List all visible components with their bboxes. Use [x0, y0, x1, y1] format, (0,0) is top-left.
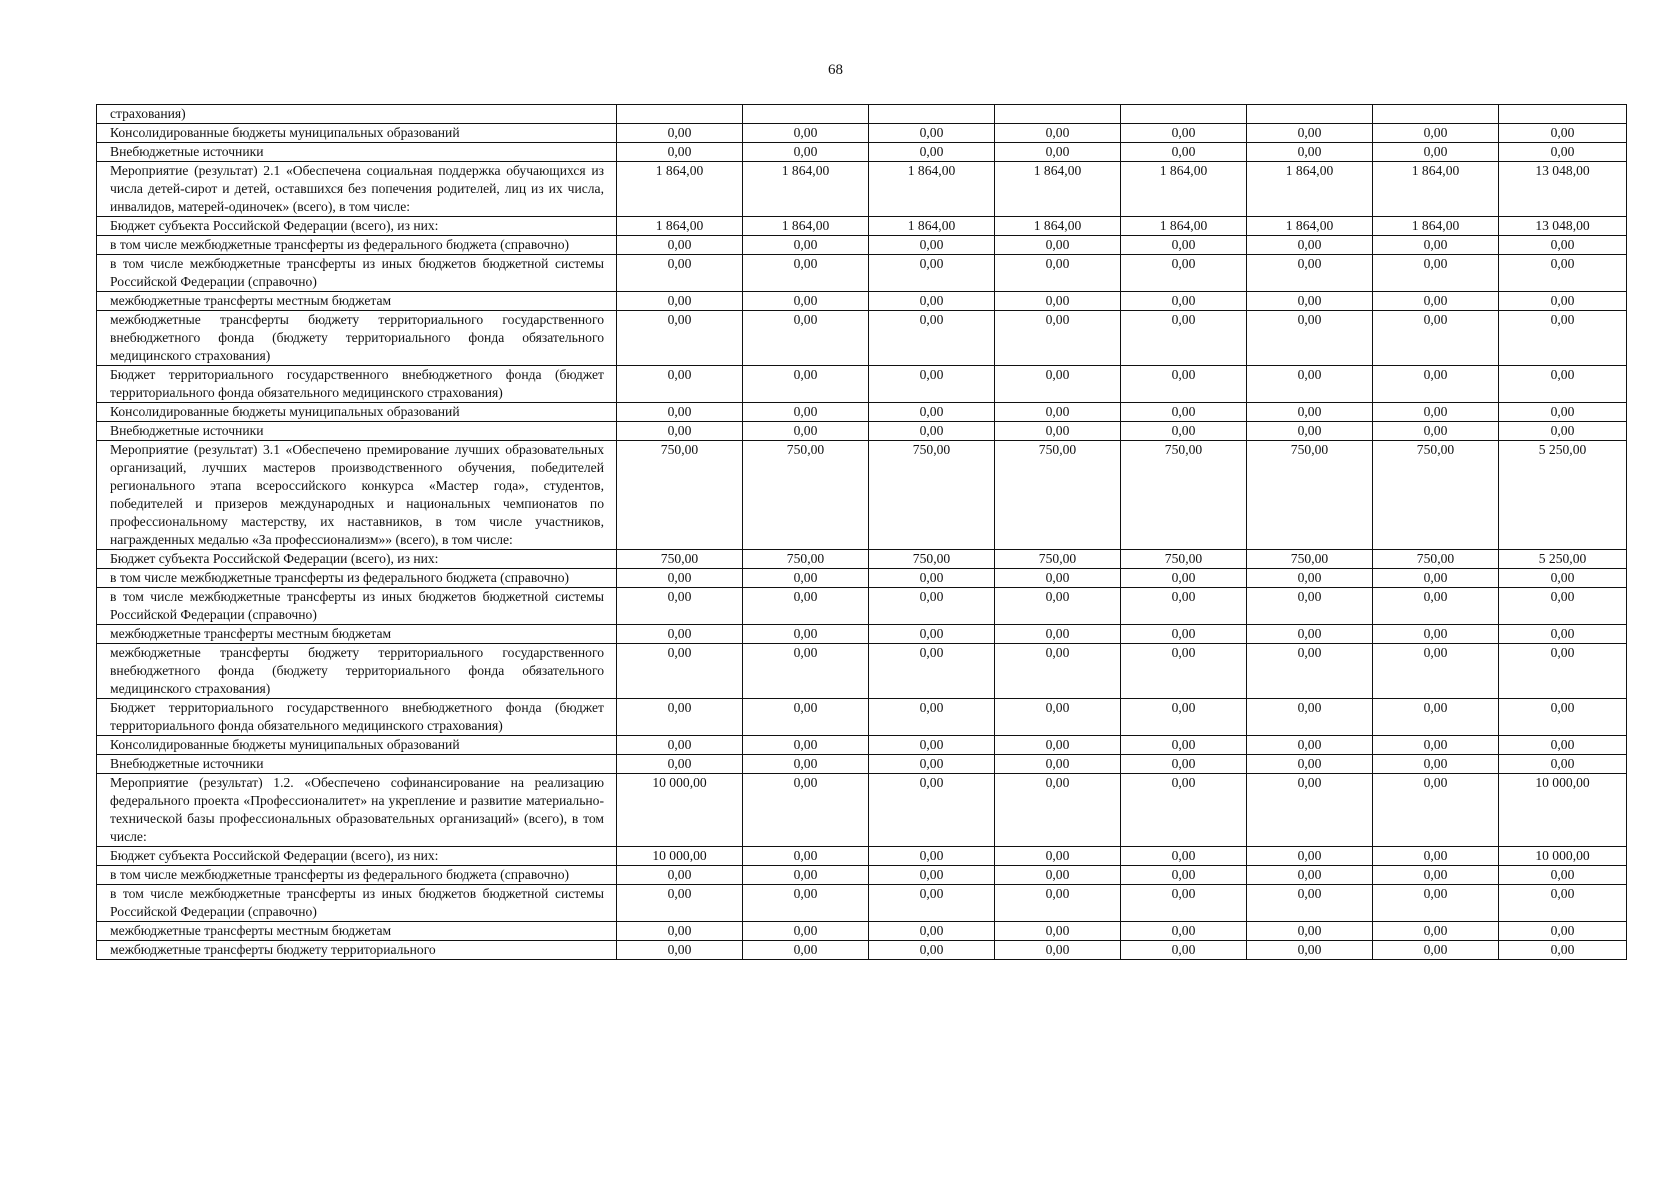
value-cell: 0,00 — [1247, 292, 1373, 311]
value-cell: 0,00 — [995, 941, 1121, 960]
value-cell: 1 864,00 — [869, 162, 995, 217]
value-cell: 0,00 — [1121, 236, 1247, 255]
table-row — [97, 311, 1627, 366]
value-cell: 0,00 — [1121, 422, 1247, 441]
value-cell: 0,00 — [1247, 847, 1373, 866]
value-cell: 0,00 — [1121, 292, 1247, 311]
table-row — [97, 143, 1627, 162]
row-label: в том числе межбюджетные трансферты из иных бюджетов бюджетной системы Российской Федерации (справочно) — [97, 885, 617, 922]
value-cell: 13 048,00 — [1499, 162, 1627, 217]
value-cell: 0,00 — [617, 255, 743, 292]
table-row — [97, 255, 1627, 292]
value-cell — [1121, 105, 1247, 124]
value-cell: 0,00 — [617, 569, 743, 588]
table-row — [97, 885, 1627, 922]
table-row — [97, 366, 1627, 403]
value-cell: 750,00 — [743, 441, 869, 550]
value-cell: 0,00 — [869, 292, 995, 311]
value-cell: 1 864,00 — [995, 162, 1121, 217]
value-cell: 750,00 — [869, 550, 995, 569]
value-cell: 0,00 — [869, 866, 995, 885]
value-cell: 0,00 — [743, 588, 869, 625]
value-cell: 0,00 — [1373, 774, 1499, 847]
row-label: Внебюджетные источники — [97, 143, 617, 162]
value-cell: 0,00 — [869, 736, 995, 755]
value-cell — [1247, 105, 1373, 124]
value-cell: 0,00 — [1499, 736, 1627, 755]
value-cell: 0,00 — [617, 922, 743, 941]
table-row — [97, 292, 1627, 311]
row-label: межбюджетные трансферты бюджету территориального государственного внебюджетного фонда (бюджету территориального фонда обязательного медицинского страхования) — [97, 311, 617, 366]
value-cell: 0,00 — [1373, 366, 1499, 403]
value-cell: 0,00 — [1373, 588, 1499, 625]
value-cell: 0,00 — [1499, 422, 1627, 441]
value-cell: 0,00 — [1121, 774, 1247, 847]
value-cell: 0,00 — [1247, 755, 1373, 774]
value-cell: 1 864,00 — [869, 217, 995, 236]
value-cell: 0,00 — [1373, 236, 1499, 255]
value-cell: 750,00 — [617, 550, 743, 569]
value-cell: 1 864,00 — [1121, 162, 1247, 217]
value-cell: 0,00 — [995, 588, 1121, 625]
row-label: страхования) — [97, 105, 617, 124]
value-cell: 0,00 — [1499, 922, 1627, 941]
row-label: в том числе межбюджетные трансферты из иных бюджетов бюджетной системы Российской Федерации (справочно) — [97, 255, 617, 292]
value-cell: 0,00 — [1373, 403, 1499, 422]
value-cell: 0,00 — [617, 885, 743, 922]
value-cell: 0,00 — [995, 774, 1121, 847]
value-cell: 5 250,00 — [1499, 550, 1627, 569]
value-cell: 0,00 — [869, 422, 995, 441]
value-cell: 0,00 — [995, 699, 1121, 736]
value-cell: 1 864,00 — [1247, 217, 1373, 236]
value-cell: 0,00 — [995, 292, 1121, 311]
value-cell: 0,00 — [1247, 866, 1373, 885]
value-cell: 0,00 — [869, 403, 995, 422]
value-cell: 0,00 — [743, 292, 869, 311]
budget-table — [96, 104, 1627, 960]
value-cell: 0,00 — [1373, 625, 1499, 644]
value-cell: 0,00 — [743, 644, 869, 699]
value-cell: 0,00 — [1247, 311, 1373, 366]
value-cell: 0,00 — [1499, 644, 1627, 699]
value-cell: 0,00 — [743, 255, 869, 292]
value-cell: 1 864,00 — [617, 217, 743, 236]
value-cell: 0,00 — [1499, 569, 1627, 588]
value-cell: 1 864,00 — [743, 217, 869, 236]
value-cell: 0,00 — [1121, 755, 1247, 774]
value-cell: 0,00 — [869, 941, 995, 960]
value-cell: 0,00 — [1373, 311, 1499, 366]
row-label: Консолидированные бюджеты муниципальных образований — [97, 736, 617, 755]
value-cell — [995, 105, 1121, 124]
value-cell: 0,00 — [869, 774, 995, 847]
table-row — [97, 736, 1627, 755]
value-cell: 0,00 — [1247, 885, 1373, 922]
value-cell: 0,00 — [617, 143, 743, 162]
value-cell: 0,00 — [1373, 569, 1499, 588]
value-cell: 0,00 — [1373, 255, 1499, 292]
value-cell: 0,00 — [995, 569, 1121, 588]
table-row — [97, 699, 1627, 736]
value-cell: 0,00 — [1373, 124, 1499, 143]
value-cell: 0,00 — [617, 736, 743, 755]
value-cell: 0,00 — [995, 736, 1121, 755]
value-cell: 1 864,00 — [743, 162, 869, 217]
value-cell: 0,00 — [869, 569, 995, 588]
value-cell: 0,00 — [1499, 311, 1627, 366]
value-cell: 5 250,00 — [1499, 441, 1627, 550]
value-cell: 0,00 — [617, 755, 743, 774]
value-cell: 13 048,00 — [1499, 217, 1627, 236]
value-cell: 0,00 — [743, 941, 869, 960]
value-cell: 0,00 — [995, 255, 1121, 292]
value-cell: 0,00 — [1373, 755, 1499, 774]
value-cell: 0,00 — [617, 866, 743, 885]
value-cell: 0,00 — [617, 699, 743, 736]
value-cell: 0,00 — [995, 311, 1121, 366]
value-cell: 0,00 — [743, 625, 869, 644]
value-cell: 0,00 — [995, 866, 1121, 885]
table-row — [97, 162, 1627, 217]
value-cell: 0,00 — [869, 255, 995, 292]
table-row — [97, 847, 1627, 866]
value-cell: 0,00 — [1121, 569, 1247, 588]
value-cell: 0,00 — [617, 236, 743, 255]
table-row — [97, 644, 1627, 699]
row-label: Бюджет субъекта Российской Федерации (всего), из них: — [97, 847, 617, 866]
value-cell: 0,00 — [1499, 755, 1627, 774]
row-label: в том числе межбюджетные трансферты из иных бюджетов бюджетной системы Российской Федерации (справочно) — [97, 588, 617, 625]
value-cell: 0,00 — [869, 644, 995, 699]
value-cell: 0,00 — [995, 922, 1121, 941]
value-cell: 0,00 — [1121, 403, 1247, 422]
value-cell: 0,00 — [1247, 403, 1373, 422]
value-cell: 750,00 — [1247, 550, 1373, 569]
value-cell: 0,00 — [1373, 292, 1499, 311]
value-cell: 0,00 — [1499, 885, 1627, 922]
value-cell: 0,00 — [1247, 736, 1373, 755]
value-cell — [869, 105, 995, 124]
table-row — [97, 755, 1627, 774]
row-label: в том числе межбюджетные трансферты из федерального бюджета (справочно) — [97, 866, 617, 885]
value-cell: 0,00 — [995, 644, 1121, 699]
value-cell: 0,00 — [1373, 736, 1499, 755]
value-cell: 0,00 — [869, 847, 995, 866]
value-cell: 0,00 — [995, 143, 1121, 162]
value-cell: 0,00 — [869, 699, 995, 736]
value-cell: 0,00 — [617, 625, 743, 644]
value-cell: 10 000,00 — [1499, 774, 1627, 847]
value-cell: 0,00 — [1247, 699, 1373, 736]
value-cell: 0,00 — [617, 588, 743, 625]
value-cell: 750,00 — [1373, 441, 1499, 550]
row-label: в том числе межбюджетные трансферты из федерального бюджета (справочно) — [97, 569, 617, 588]
value-cell: 0,00 — [995, 236, 1121, 255]
value-cell: 0,00 — [1373, 885, 1499, 922]
value-cell: 0,00 — [1121, 922, 1247, 941]
value-cell: 0,00 — [743, 422, 869, 441]
value-cell: 0,00 — [995, 847, 1121, 866]
value-cell: 0,00 — [1373, 847, 1499, 866]
value-cell: 750,00 — [1121, 441, 1247, 550]
value-cell: 0,00 — [995, 422, 1121, 441]
value-cell: 0,00 — [617, 422, 743, 441]
value-cell: 750,00 — [995, 550, 1121, 569]
value-cell: 0,00 — [1121, 366, 1247, 403]
row-label: Консолидированные бюджеты муниципальных образований — [97, 403, 617, 422]
value-cell — [743, 105, 869, 124]
value-cell: 0,00 — [995, 366, 1121, 403]
value-cell: 0,00 — [617, 311, 743, 366]
value-cell: 0,00 — [1373, 922, 1499, 941]
value-cell: 0,00 — [869, 588, 995, 625]
value-cell: 0,00 — [743, 124, 869, 143]
table-row — [97, 941, 1627, 960]
value-cell: 0,00 — [1247, 588, 1373, 625]
table-row — [97, 403, 1627, 422]
value-cell: 0,00 — [869, 143, 995, 162]
value-cell: 750,00 — [743, 550, 869, 569]
budget-table-body — [97, 105, 1627, 960]
row-label: межбюджетные трансферты местным бюджетам — [97, 625, 617, 644]
value-cell: 0,00 — [1373, 941, 1499, 960]
table-row — [97, 625, 1627, 644]
value-cell: 0,00 — [617, 941, 743, 960]
value-cell: 0,00 — [743, 403, 869, 422]
value-cell: 10 000,00 — [1499, 847, 1627, 866]
value-cell: 0,00 — [995, 124, 1121, 143]
value-cell: 0,00 — [869, 885, 995, 922]
value-cell: 0,00 — [1499, 588, 1627, 625]
row-label: Бюджет территориального государственного внебюджетного фонда (бюджет территориального фонда обязательного медицинского страхования) — [97, 366, 617, 403]
value-cell: 0,00 — [869, 922, 995, 941]
value-cell: 1 864,00 — [1373, 162, 1499, 217]
value-cell: 750,00 — [995, 441, 1121, 550]
value-cell: 10 000,00 — [617, 774, 743, 847]
value-cell: 0,00 — [617, 124, 743, 143]
value-cell: 0,00 — [995, 755, 1121, 774]
row-label: Мероприятие (результат) 1.2. «Обеспечено софинансирование на реализацию федерального проекта «Профессионалитет» на укрепление и развитие материально-технической базы профессиональных образовательных организаций» (всего), в том числе: — [97, 774, 617, 847]
row-label: межбюджетные трансферты бюджету территориального государственного внебюджетного фонда (бюджету территориального фонда обязательного медицинского страхования) — [97, 644, 617, 699]
value-cell: 0,00 — [1499, 292, 1627, 311]
row-label: межбюджетные трансферты местным бюджетам — [97, 292, 617, 311]
row-label: межбюджетные трансферты местным бюджетам — [97, 922, 617, 941]
value-cell — [1373, 105, 1499, 124]
value-cell: 0,00 — [1247, 422, 1373, 441]
value-cell: 0,00 — [1247, 774, 1373, 847]
value-cell: 0,00 — [617, 403, 743, 422]
row-label: Консолидированные бюджеты муниципальных образований — [97, 124, 617, 143]
table-row — [97, 236, 1627, 255]
value-cell: 0,00 — [1373, 422, 1499, 441]
value-cell — [1499, 105, 1627, 124]
row-label: Мероприятие (результат) 2.1 «Обеспечена социальная поддержка обучающихся из числа детей-сирот и детей, оставшихся без попечения родителей, лиц из их числа, инвалидов, матерей-одиночек» (всего), в том числе: — [97, 162, 617, 217]
value-cell: 0,00 — [1499, 236, 1627, 255]
table-row — [97, 422, 1627, 441]
value-cell: 0,00 — [1247, 124, 1373, 143]
table-row — [97, 588, 1627, 625]
value-cell: 0,00 — [1121, 625, 1247, 644]
value-cell: 0,00 — [743, 885, 869, 922]
value-cell: 1 864,00 — [995, 217, 1121, 236]
table-row — [97, 441, 1627, 550]
value-cell: 0,00 — [743, 755, 869, 774]
value-cell: 0,00 — [743, 311, 869, 366]
row-label: Бюджет территориального государственного внебюджетного фонда (бюджет территориального фонда обязательного медицинского страхования) — [97, 699, 617, 736]
table-row — [97, 569, 1627, 588]
value-cell: 0,00 — [869, 124, 995, 143]
value-cell: 0,00 — [1247, 569, 1373, 588]
value-cell: 0,00 — [1121, 866, 1247, 885]
value-cell — [617, 105, 743, 124]
value-cell: 0,00 — [869, 755, 995, 774]
value-cell: 0,00 — [1121, 847, 1247, 866]
value-cell: 0,00 — [1121, 124, 1247, 143]
value-cell: 0,00 — [1373, 644, 1499, 699]
value-cell: 0,00 — [1121, 143, 1247, 162]
value-cell: 0,00 — [743, 774, 869, 847]
table-row — [97, 105, 1627, 124]
value-cell: 750,00 — [1373, 550, 1499, 569]
value-cell: 0,00 — [995, 403, 1121, 422]
value-cell: 1 864,00 — [1247, 162, 1373, 217]
value-cell: 0,00 — [1247, 644, 1373, 699]
row-label: Бюджет субъекта Российской Федерации (всего), из них: — [97, 217, 617, 236]
value-cell: 0,00 — [743, 366, 869, 403]
table-row — [97, 866, 1627, 885]
value-cell: 0,00 — [617, 644, 743, 699]
table-row — [97, 217, 1627, 236]
row-label: Бюджет субъекта Российской Федерации (всего), из них: — [97, 550, 617, 569]
value-cell: 0,00 — [1121, 644, 1247, 699]
value-cell: 0,00 — [1499, 941, 1627, 960]
value-cell: 0,00 — [869, 625, 995, 644]
value-cell: 0,00 — [995, 885, 1121, 922]
value-cell: 0,00 — [743, 847, 869, 866]
value-cell: 1 864,00 — [1373, 217, 1499, 236]
row-label: в том числе межбюджетные трансферты из федерального бюджета (справочно) — [97, 236, 617, 255]
value-cell: 1 864,00 — [617, 162, 743, 217]
value-cell: 0,00 — [1499, 143, 1627, 162]
row-label: межбюджетные трансферты бюджету территориального — [97, 941, 617, 960]
value-cell: 0,00 — [743, 143, 869, 162]
value-cell: 0,00 — [1373, 699, 1499, 736]
value-cell: 0,00 — [1373, 143, 1499, 162]
row-label: Внебюджетные источники — [97, 422, 617, 441]
value-cell: 0,00 — [1121, 311, 1247, 366]
value-cell: 0,00 — [617, 366, 743, 403]
value-cell: 0,00 — [1121, 588, 1247, 625]
value-cell: 0,00 — [1499, 699, 1627, 736]
table-row — [97, 550, 1627, 569]
value-cell: 0,00 — [743, 866, 869, 885]
value-cell: 750,00 — [617, 441, 743, 550]
value-cell: 0,00 — [1499, 255, 1627, 292]
value-cell: 0,00 — [743, 569, 869, 588]
value-cell: 750,00 — [1247, 441, 1373, 550]
value-cell: 0,00 — [1247, 143, 1373, 162]
value-cell: 0,00 — [869, 311, 995, 366]
value-cell: 0,00 — [743, 236, 869, 255]
table-row — [97, 922, 1627, 941]
value-cell: 0,00 — [1247, 625, 1373, 644]
table-row — [97, 774, 1627, 847]
row-label: Внебюджетные источники — [97, 755, 617, 774]
value-cell: 0,00 — [1499, 866, 1627, 885]
value-cell: 750,00 — [1121, 550, 1247, 569]
value-cell: 0,00 — [1247, 255, 1373, 292]
value-cell: 10 000,00 — [617, 847, 743, 866]
value-cell: 1 864,00 — [1121, 217, 1247, 236]
value-cell: 0,00 — [1121, 736, 1247, 755]
value-cell: 0,00 — [1247, 366, 1373, 403]
value-cell: 0,00 — [1121, 255, 1247, 292]
value-cell: 0,00 — [1121, 885, 1247, 922]
value-cell: 0,00 — [1247, 236, 1373, 255]
value-cell: 0,00 — [1499, 124, 1627, 143]
value-cell: 750,00 — [869, 441, 995, 550]
value-cell: 0,00 — [617, 292, 743, 311]
table-row — [97, 124, 1627, 143]
value-cell: 0,00 — [869, 236, 995, 255]
value-cell: 0,00 — [995, 625, 1121, 644]
value-cell: 0,00 — [1121, 699, 1247, 736]
row-label: Мероприятие (результат) 3.1 «Обеспечено премирование лучших образовательных организаций, лучших мастеров производственного обучения, победителей регионального этапа всероссийского конкурса «Мастер года», студентов, победителей и призеров международных и национальных чемпионатов по профессиональному мастерству, их наставников, в том числе участников, награжденных медалью «За профессионализм»» (всего), в том числе: — [97, 441, 617, 550]
value-cell: 0,00 — [1373, 866, 1499, 885]
value-cell: 0,00 — [1247, 941, 1373, 960]
page-number: 68 — [828, 62, 843, 78]
value-cell: 0,00 — [869, 366, 995, 403]
value-cell: 0,00 — [1499, 366, 1627, 403]
value-cell: 0,00 — [1499, 403, 1627, 422]
value-cell: 0,00 — [1247, 922, 1373, 941]
value-cell: 0,00 — [743, 699, 869, 736]
value-cell: 0,00 — [1121, 941, 1247, 960]
value-cell: 0,00 — [743, 736, 869, 755]
value-cell: 0,00 — [743, 922, 869, 941]
value-cell: 0,00 — [1499, 625, 1627, 644]
